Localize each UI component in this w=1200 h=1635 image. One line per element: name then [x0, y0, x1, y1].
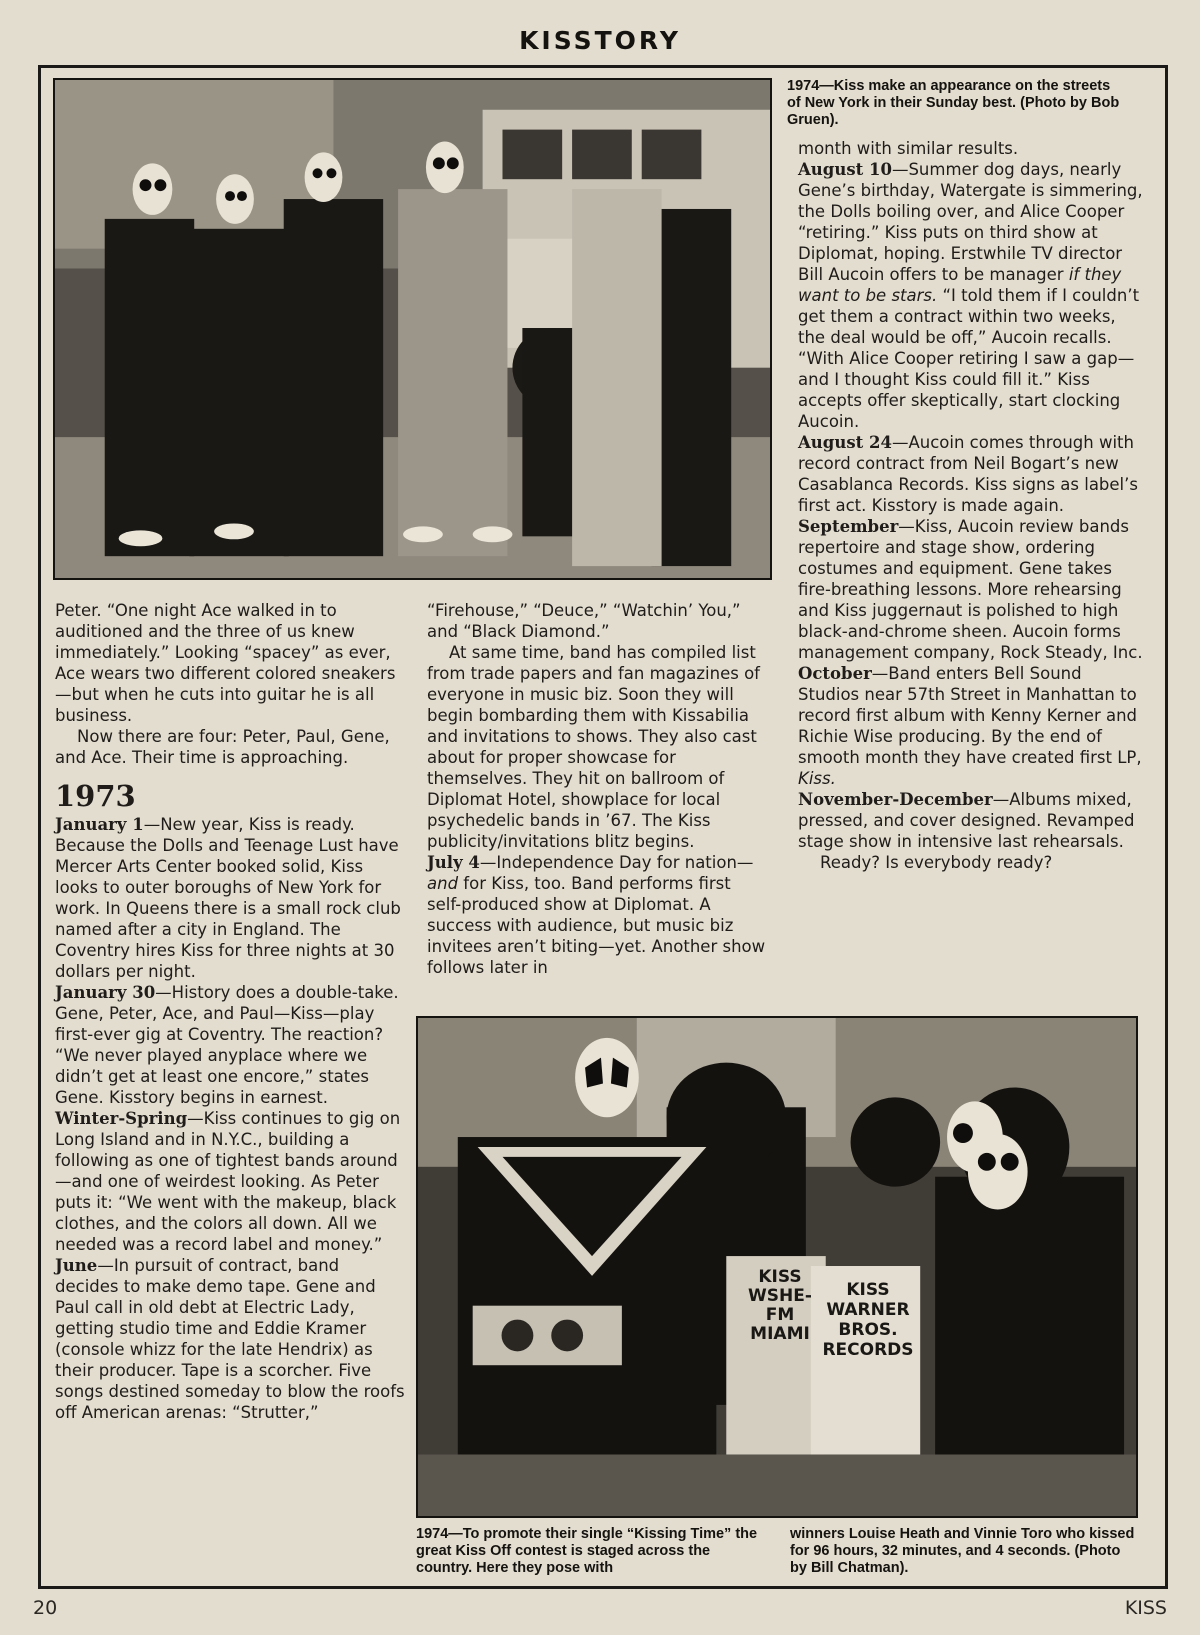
- entry-text: —Summer dog days, nearly Gene’s birthday, Watergate is simmering, the Dolls boiling over, and Alice Cooper “retiring.” Kiss puts on third show at Diplomat, hoping. Erstwhile TV director Bill Aucoin offers to be manager: [798, 160, 1143, 284]
- entry-winter-spring: [55, 1108, 405, 1255]
- entry-text: —Aucoin comes through with record contract from Neil Bogart’s new Casablanca Records. Kiss signs as label’s first act. Kisstory is made again.: [798, 433, 1138, 515]
- closing-line: Ready? Is everybody ready?: [820, 853, 1053, 872]
- col2-paragraph-1: “Firehouse,” “Deuce,” “Watchin’ You,” and “Black Diamond.”: [427, 601, 741, 641]
- entry-head: June: [55, 1256, 98, 1275]
- entry-head: October: [798, 664, 872, 683]
- entry-january-30: [55, 982, 405, 1108]
- bottom-photo-caption-right: winners Louise Heath and Vinnie Toro who kissed for 96 hours, 32 minutes, and 4 seconds. (Photo by Bill Chatman).: [790, 1526, 1135, 1576]
- entry-head: August 24: [798, 433, 892, 452]
- entry-emphasis: and: [427, 874, 459, 893]
- entry-emphasis: if they want to be stars.: [798, 265, 1122, 305]
- entry-text: —Albums mixed, pressed, and cover designed. Revamped stage show in intensive last rehearsals.: [798, 790, 1135, 851]
- entry-text: for Kiss, too. Band performs first self-produced show at Diplomat. A success with audience, but music biz invitees aren’t biting—yet. Another show follows later in: [427, 874, 766, 977]
- entry-head: July 4: [427, 853, 480, 872]
- entry-june: [55, 1255, 405, 1423]
- entry-october: [798, 663, 1143, 789]
- column-1: [55, 600, 405, 1423]
- column-3: [798, 138, 1143, 873]
- page-number: 20: [33, 1597, 58, 1619]
- entry-august-10: [798, 159, 1143, 432]
- entry-text: —Kiss continues to gig on Long Island and in N.Y.C., building a following as one of tightest bands around—and one of weirdest looking. As Peter puts it: “We went with the makeup, black clothes, and the colors all down. All we needed was a record label and money.”: [55, 1109, 401, 1254]
- entry-july-4: [427, 852, 767, 978]
- entry-text: —In pursuit of contract, band decides to make demo tape. Gene and Paul call in old debt at Electric Lady, getting studio time and Eddie Kramer (console whizz for the late Hendrix) as their producer. Tape is a scorcher. Five songs destined someday to blow the roofs off American arenas: “Strutter,”: [55, 1256, 405, 1422]
- col1-paragraph-1: Peter. “One night Ace walked in to auditioned and the three of us knew immediately.” Looking “spacey” as ever, Ace wears two different colored sneakers—but when he cuts into guitar he is all business.: [55, 601, 396, 725]
- col3-paragraph-1: month with similar results.: [798, 139, 1019, 158]
- magazine-name: KISS: [1124, 1597, 1167, 1619]
- entry-august-24: [798, 432, 1143, 516]
- year-heading: 1973: [55, 779, 136, 813]
- entry-head: September: [798, 517, 899, 536]
- entry-head: Winter-Spring: [55, 1109, 188, 1128]
- top-photo-caption: 1974—Kiss make an appearance on the streets of New York in their Sunday best. (Photo by Bob Gruen).: [787, 78, 1120, 128]
- entry-text: “I told them if I couldn’t get them a contract within two weeks, the deal would be off,” Aucoin recalls. “With Alice Cooper retiring I saw a gap—and I thought Kiss could fill it.” Kiss accepts offer skeptically, start clocking Aucoin.: [798, 286, 1140, 431]
- entry-head: August 10: [798, 160, 892, 179]
- entry-head: November-December: [798, 790, 993, 809]
- col2-paragraph-2: At same time, band has compiled list from trade papers and fan magazines of everyone in music biz. Soon they will begin bombarding them with Kissabilia and invitations to shows. They also cast about for proper showcase for themselves. They hit on ballroom of Diplomat Hotel, showplace for local psychedelic bands in ’67. The Kiss publicity/invitations blitz begins.: [427, 643, 760, 851]
- shirt-text-right: KISS WARNER BROS. RECORDS: [822, 1280, 914, 1360]
- top-photo: [53, 78, 772, 580]
- entry-head: January 30: [55, 983, 156, 1002]
- entry-september: [798, 516, 1143, 663]
- entry-text: —History does a double-take. Gene, Peter, Ace, and Paul—Kiss—play first-ever gig at Coventry. The reaction? “We never played anyplace where we didn’t get at least one encore,” states Gene. Kisstory begins in earnest.: [55, 983, 399, 1107]
- entry-head: January 1: [55, 815, 144, 834]
- entry-emphasis: Kiss.: [798, 769, 836, 788]
- entry-text: —Independence Day for nation—: [479, 853, 754, 872]
- column-2: [427, 600, 767, 978]
- shirt-text-left: KISS WSHE-FM MIAMI: [748, 1267, 812, 1344]
- entry-text: —Kiss, Aucoin review bands repertoire and stage show, ordering costumes and equipment. Gene takes fire-breathing lessons. More rehearsing and Kiss juggernaut is polished to high black-and-chrome sheen. Aucoin forms management company, Rock Steady, Inc.: [798, 517, 1143, 662]
- bottom-photo: [416, 1016, 1138, 1518]
- col1-paragraph-2: Now there are four: Peter, Paul, Gene, and Ace. Their time is approaching.: [55, 727, 390, 767]
- entry-text: —Band enters Bell Sound Studios near 57th Street in Manhattan to record first album with Kenny Kerner and Richie Wise producing. By the end of smooth month they have created first LP,: [798, 664, 1142, 767]
- entry-november-december: [798, 789, 1143, 852]
- entry-january-1: [55, 814, 405, 982]
- page-header: KISSTORY: [519, 26, 681, 55]
- entry-text: —New year, Kiss is ready. Because the Dolls and Teenage Lust have Mercer Arts Center booked solid, Kiss looks to outer boroughs of New York for work. In Queens there is a small rock club named after a city in England. The Coventry hires Kiss for three nights at 30 dollars per night.: [55, 815, 401, 981]
- bottom-photo-caption-left: 1974—To promote their single “Kissing Time” the great Kiss Off contest is staged across the country. Here they pose with: [416, 1526, 758, 1576]
